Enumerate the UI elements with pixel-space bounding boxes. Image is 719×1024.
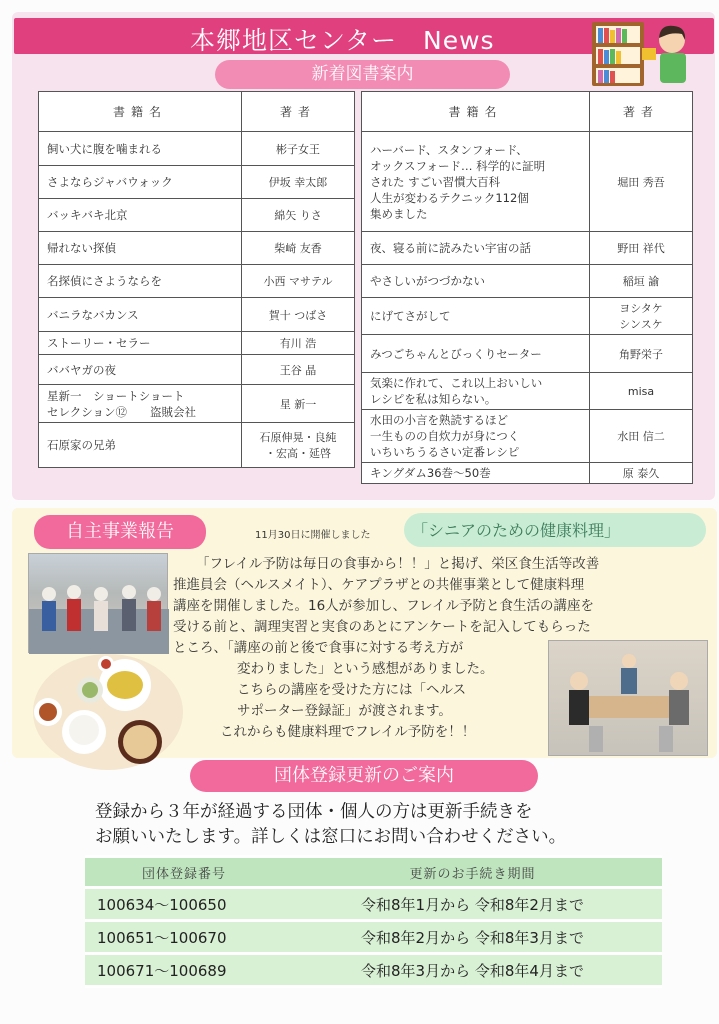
new-books-table-left bbox=[38, 91, 355, 468]
book-row bbox=[39, 355, 355, 385]
book-author: 原 泰久 bbox=[590, 463, 693, 484]
new-books-table-right bbox=[361, 91, 693, 484]
book-author: misa bbox=[590, 373, 693, 410]
registration-number-range: 100651～100670 bbox=[85, 922, 283, 952]
book-title: 気楽に作れて、これ以上おいしい レシピを私は知らない。 bbox=[362, 373, 590, 410]
report-text-line: これからも健康料理でフレイル予防を！！ bbox=[220, 724, 476, 740]
book-author: 王谷 晶 bbox=[242, 355, 355, 385]
col-header-period: 更新のお手続き期間 bbox=[283, 858, 662, 886]
page-title: 本郷地区センター News bbox=[190, 26, 495, 55]
new-books-heading: 新着図書案内 bbox=[215, 60, 510, 89]
report-text-line: 推進員会（ヘルスメイト）、ケアプラザとの共催事業として健康料理 bbox=[173, 577, 585, 593]
book-title: 石原家の兄弟 bbox=[39, 423, 242, 468]
renewal-period: 令和8年3月から 令和8年4月まで bbox=[283, 955, 662, 985]
book-title: 帰れない探偵 bbox=[39, 232, 242, 265]
book-author: 賀十 つばさ bbox=[242, 298, 355, 332]
book-title: ババヤガの夜 bbox=[39, 355, 242, 385]
book-row bbox=[39, 423, 355, 468]
book-title: 夜、寝る前に読みたい宇宙の話 bbox=[362, 232, 590, 265]
report-text-line: ところ、「講座の前と後で食事に対する考え方が bbox=[173, 640, 464, 656]
book-title: 星新一 ショートショート セレクション⑫ 盗賊会社 bbox=[39, 385, 242, 423]
renewal-row bbox=[85, 889, 662, 919]
meal-photo bbox=[20, 650, 200, 775]
book-author: 伊坂 幸太郎 bbox=[242, 166, 355, 199]
book-author: 稲垣 諭 bbox=[590, 265, 693, 298]
renewal-period: 令和8年2月から 令和8年3月まで bbox=[283, 922, 662, 952]
book-row bbox=[362, 463, 693, 484]
book-title: みつごちゃんとびっくりセーター bbox=[362, 335, 590, 373]
col-header-number: 団体登録番号 bbox=[85, 858, 283, 886]
book-title: やさしいがつづかない bbox=[362, 265, 590, 298]
report-text-line: 講座を開催しました。16人が参加し、フレイル予防と食生活の講座を bbox=[173, 598, 594, 614]
book-row bbox=[362, 373, 693, 410]
event-date-note: 11月30日に開催しました bbox=[255, 530, 371, 541]
book-row bbox=[39, 332, 355, 355]
renewal-intro bbox=[95, 800, 566, 850]
book-author: 彬子女王 bbox=[242, 132, 355, 166]
col-header-author: 著者 bbox=[590, 92, 693, 132]
registration-number-range: 100634～100650 bbox=[85, 889, 283, 919]
book-title: 飼い犬に腹を噛まれる bbox=[39, 132, 242, 166]
book-row bbox=[39, 298, 355, 332]
cooking-class-photo bbox=[28, 553, 168, 653]
book-row bbox=[362, 265, 693, 298]
book-title: 水田の小言を熟読するほど 一生ものの自炊力が身につく いちいちうるさい定番レシピ bbox=[362, 410, 590, 463]
col-header-title: 書籍名 bbox=[362, 92, 590, 132]
report-heading: 自主事業報告 bbox=[34, 515, 206, 549]
col-header-author: 著者 bbox=[242, 92, 355, 132]
book-author: 小西 マサテル bbox=[242, 265, 355, 298]
book-author: 綿矢 りさ bbox=[242, 199, 355, 232]
book-row bbox=[39, 166, 355, 199]
book-row bbox=[39, 132, 355, 166]
book-author: 角野栄子 bbox=[590, 335, 693, 373]
book-row bbox=[362, 232, 693, 265]
report-text-line: サポーター登録証」が渡されます。 bbox=[237, 703, 452, 719]
report-text-line: 変わりました」という感想がありました。 bbox=[237, 661, 494, 677]
renewal-period: 令和8年1月から 令和8年2月まで bbox=[283, 889, 662, 919]
book-row bbox=[39, 232, 355, 265]
book-title: ハーバード、スタンフォード、 オックスフォード… 科学的に証明 された すごい習慣大百科 人生が変わるテクニック112個 集めました bbox=[362, 132, 590, 232]
book-author: 野田 祥代 bbox=[590, 232, 693, 265]
book-title: にげてさがして bbox=[362, 298, 590, 335]
book-title: ストーリー・セラー bbox=[39, 332, 242, 355]
book-title: バニラなバカンス bbox=[39, 298, 242, 332]
book-title: キングダム36巻～50巻 bbox=[362, 463, 590, 484]
book-author: 柴崎 友香 bbox=[242, 232, 355, 265]
book-row bbox=[39, 199, 355, 232]
renewal-heading: 団体登録更新のご案内 bbox=[190, 760, 538, 792]
report-text-line: こちらの講座を受けた方には「ヘルス bbox=[237, 682, 467, 698]
book-row bbox=[362, 335, 693, 373]
book-author: 石原伸晃・良純 ・宏高・延啓 bbox=[242, 423, 355, 468]
book-row bbox=[39, 385, 355, 423]
book-author: 有川 浩 bbox=[242, 332, 355, 355]
book-author: 星 新一 bbox=[242, 385, 355, 423]
reading-child-illustration bbox=[590, 18, 700, 88]
book-row bbox=[39, 265, 355, 298]
book-author: 堀田 秀吾 bbox=[590, 132, 693, 232]
participants-photo bbox=[548, 640, 708, 756]
book-author: 水田 信二 bbox=[590, 410, 693, 463]
renewal-intro-line: お願いいたします。詳しくは窓口にお問い合わせください。 bbox=[95, 827, 567, 847]
renewal-row bbox=[85, 922, 662, 952]
book-row bbox=[362, 410, 693, 463]
book-author: ヨシタケ シンスケ bbox=[590, 298, 693, 335]
renewal-row bbox=[85, 955, 662, 985]
book-row bbox=[362, 298, 693, 335]
col-header-title: 書籍名 bbox=[39, 92, 242, 132]
report-text-line: 受ける前と、調理実習と実食のあとにアンケートを記入してもらった bbox=[173, 619, 591, 635]
event-subtitle: 「シニアのための健康料理」 bbox=[412, 521, 621, 540]
report-text-line: 「フレイル予防は毎日の食事から！！」と掲げ、栄区食生活等改善 bbox=[196, 556, 600, 572]
book-title: バッキバキ北京 bbox=[39, 199, 242, 232]
book-row bbox=[362, 132, 693, 232]
book-title: 名探偵にさようならを bbox=[39, 265, 242, 298]
renewal-schedule-table bbox=[85, 855, 662, 988]
book-title: さよならジャバウォック bbox=[39, 166, 242, 199]
renewal-intro-line: 登録から３年が経過する団体・個人の方は更新手続きを bbox=[95, 802, 533, 822]
registration-number-range: 100671～100689 bbox=[85, 955, 283, 985]
